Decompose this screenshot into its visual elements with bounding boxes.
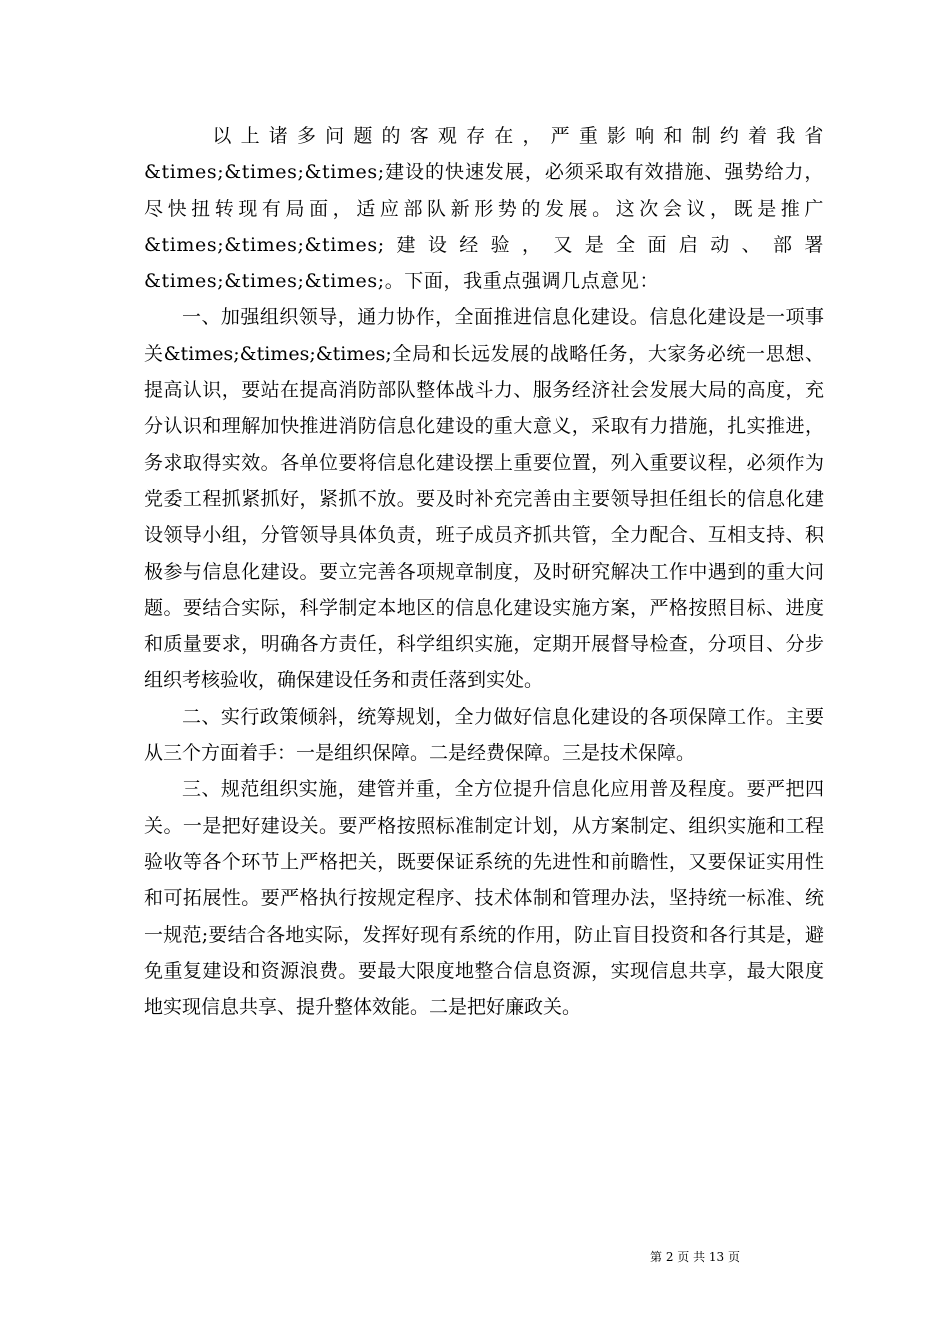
paragraph-point-three: 三、规范组织实施，建管并重，全方位提升信息化应用普及程度。要严把四关。一是把好建设关。要严格按照标准制定计划，从方案制定、组织实施和工程验收等各个环节上严格把关，既要保证系统的先进性和前瞻性，又要保证实用性和可拓展性。要严格执行按规定程序、技术体制和管理办法，坚持统一标准、统一规范;要结合各地实际，发挥好现有系统的作用，防止盲目投资和各行其是，避免重复建设和资源浪费。要最大限度地整合信息资源，实现信息共享，最大限度地实现信息共享、提升整体效能。二是把好廉政关。 <box>144 778 824 1019</box>
page-number-footer: 第 2 页 共 13 页 <box>650 1250 740 1264</box>
body-text <box>144 118 824 1025</box>
paragraph-intro: 以上诸多问题的客观存在，严重影响和制约着我省&times;&times;&times;建设的快速发展，必须采取有效措施、强势给力，尽快扭转现有局面，适应部队新形势的发展。这次会议，既是推广&times;&times;&times;建设经验，又是全面启动、部署&times;&times;&times;。下面，我重点强调几点意见： <box>144 125 824 293</box>
paragraph-point-one: 一、加强组织领导，通力协作，全面推进信息化建设。信息化建设是一项事关&times;&times;&times;全局和长远发展的战略任务，大家务必统一思想、提高认识，要站在提高消防部队整体战斗力、服务经济社会发展大局的高度，充分认识和理解加快推进消防信息化建设的重大意义，采取有力措施，扎实推进，务求取得实效。各单位要将信息化建设摆上重要位置，列入重要议程，必须作为党委工程抓紧抓好，紧抓不放。要及时补充完善由主要领导担任组长的信息化建设领导小组，分管领导具体负责，班子成员齐抓共管，全力配合、互相支持、积极参与信息化建设。要立完善各项规章制度，及时研究解决工作中遇到的重大问题。要结合实际，科学制定本地区的信息化建设实施方案，严格按照目标、进度和质量要求，明确各方责任，科学组织实施，定期开展督导检查，分项目、分步组织考核验收，确保建设任务和责任落到实处。 <box>144 306 824 692</box>
paragraph-point-two: 二、实行政策倾斜，统筹规划，全力做好信息化建设的各项保障工作。主要从三个方面着手：一是组织保障。二是经费保障。三是技术保障。 <box>144 705 824 765</box>
